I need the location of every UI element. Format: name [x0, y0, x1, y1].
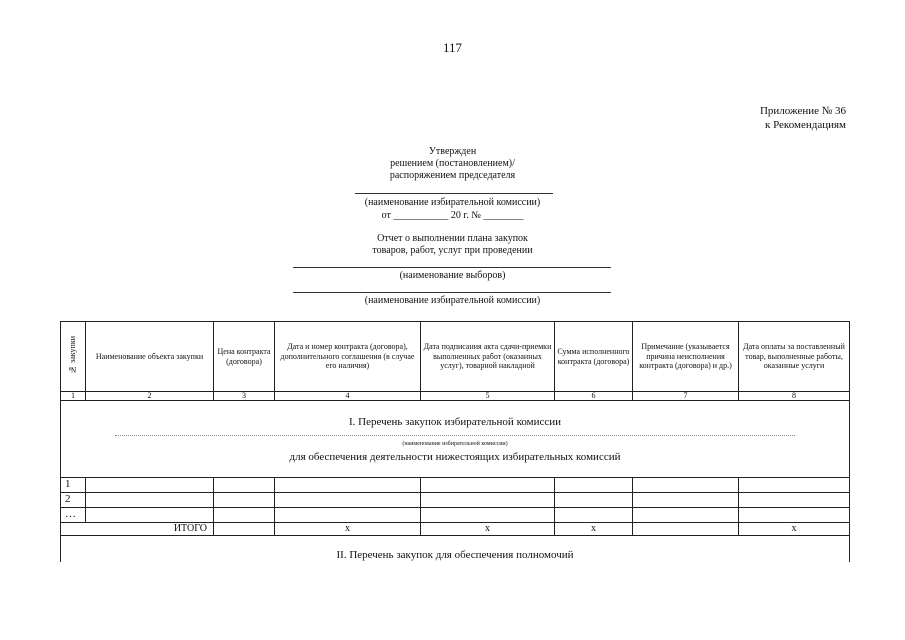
appendix-reference	[626, 104, 846, 132]
column-number: 8	[739, 392, 850, 401]
section-1-dotted-line	[115, 435, 795, 436]
header-object-name: Наименование объекта закупки	[86, 322, 214, 392]
approval-line-1: Утвержден	[428, 146, 477, 157]
table-cell	[214, 508, 275, 523]
approval-line-3: распоряжением председателя	[389, 170, 516, 181]
section-2-cell	[61, 536, 850, 563]
row-index: 2	[61, 493, 86, 508]
total-cell: x	[275, 523, 421, 536]
table-cell	[633, 478, 739, 493]
row-index: 1	[61, 478, 86, 493]
header-payment-date: Дата оплаты за поставленный товар, выполненные работы, оказанные услуги	[739, 322, 850, 392]
table-row	[61, 508, 850, 523]
table-cell	[86, 493, 214, 508]
column-number: 6	[555, 392, 633, 401]
header-contract-date-number: Дата и номер контракта (договора), дополнительного соглашения (в случае его наличия)	[275, 322, 421, 392]
column-number: 3	[214, 392, 275, 401]
header-cell	[61, 322, 86, 392]
elections-name-line	[293, 267, 611, 268]
column-number: 7	[633, 392, 739, 401]
approval-block	[300, 146, 605, 182]
table-cell	[633, 493, 739, 508]
table-cell	[739, 478, 850, 493]
report-title-line-2: товаров, работ, услуг при проведении	[372, 245, 533, 256]
header-procurement-number: № закупки	[68, 336, 78, 375]
column-number: 1	[61, 392, 86, 401]
table-cell	[739, 493, 850, 508]
table-cell	[555, 508, 633, 523]
appendix-line-2: к Рекомендациям	[764, 119, 846, 131]
table-cell	[633, 508, 739, 523]
table-cell	[555, 493, 633, 508]
table-cell	[214, 478, 275, 493]
total-cell: x	[555, 523, 633, 536]
table-cell	[421, 493, 555, 508]
header-executed-amount: Сумма исполненного контракта (договора)	[555, 322, 633, 392]
commission-name-line-2	[293, 292, 611, 293]
approval-date-line: от ___________ 20 г. № ________	[381, 210, 524, 221]
section-1-row	[61, 401, 850, 478]
table-row	[61, 493, 850, 508]
table-cell	[86, 478, 214, 493]
procurement-report-table	[60, 321, 850, 562]
table-cell	[86, 508, 214, 523]
table-cell	[275, 508, 421, 523]
total-label: ИТОГО	[61, 523, 214, 536]
column-number: 4	[275, 392, 421, 401]
table-cell	[275, 493, 421, 508]
table-header-row	[61, 322, 850, 392]
section-1-cell	[61, 401, 850, 478]
table-cell	[275, 478, 421, 493]
total-cell: x	[421, 523, 555, 536]
section-1-subtitle: для обеспечения деятельности нижестоящих избирательных комиссий	[289, 450, 621, 463]
table-row	[61, 478, 850, 493]
column-number-row	[61, 392, 850, 401]
header-note: Примечание (указывается причина неисполнения контракта (договора) и др.)	[633, 322, 739, 392]
approval-commission-caption: (наименование избирательной комиссии)	[364, 197, 541, 208]
section-1-title: I. Перечень закупок избирательной комиссии	[348, 415, 562, 428]
section-2-title: II. Перечень закупок для обеспечения полномочий	[336, 549, 574, 561]
table-cell	[421, 478, 555, 493]
commission-name-line	[355, 193, 553, 194]
section-1-note: (наименование избирательной комиссии)	[402, 440, 508, 447]
total-row	[61, 523, 850, 536]
elections-caption: (наименование выборов)	[399, 270, 506, 281]
total-cell: x	[739, 523, 850, 536]
table-cell	[739, 508, 850, 523]
total-cell	[214, 523, 275, 536]
table-cell	[421, 508, 555, 523]
section-2-row	[61, 536, 850, 563]
report-title	[300, 233, 605, 257]
total-cell	[633, 523, 739, 536]
header-acceptance-date: Дата подписания акта сдачи-приемки выполненных работ (оказанных услуг), товарной накладной	[421, 322, 555, 392]
approval-line-2: решением (постановлением)/	[390, 158, 515, 169]
row-index: …	[61, 508, 86, 523]
column-number: 2	[86, 392, 214, 401]
page-number: 117	[442, 40, 463, 55]
table-cell	[214, 493, 275, 508]
report-title-line-1: Отчет о выполнении плана закупок	[377, 233, 528, 244]
commission-caption: (наименование избирательной комиссии)	[364, 295, 541, 306]
table-cell	[555, 478, 633, 493]
header-contract-price: Цена контракта (договора)	[214, 322, 275, 392]
appendix-line-1: Приложение № 36	[759, 105, 846, 117]
column-number: 5	[421, 392, 555, 401]
